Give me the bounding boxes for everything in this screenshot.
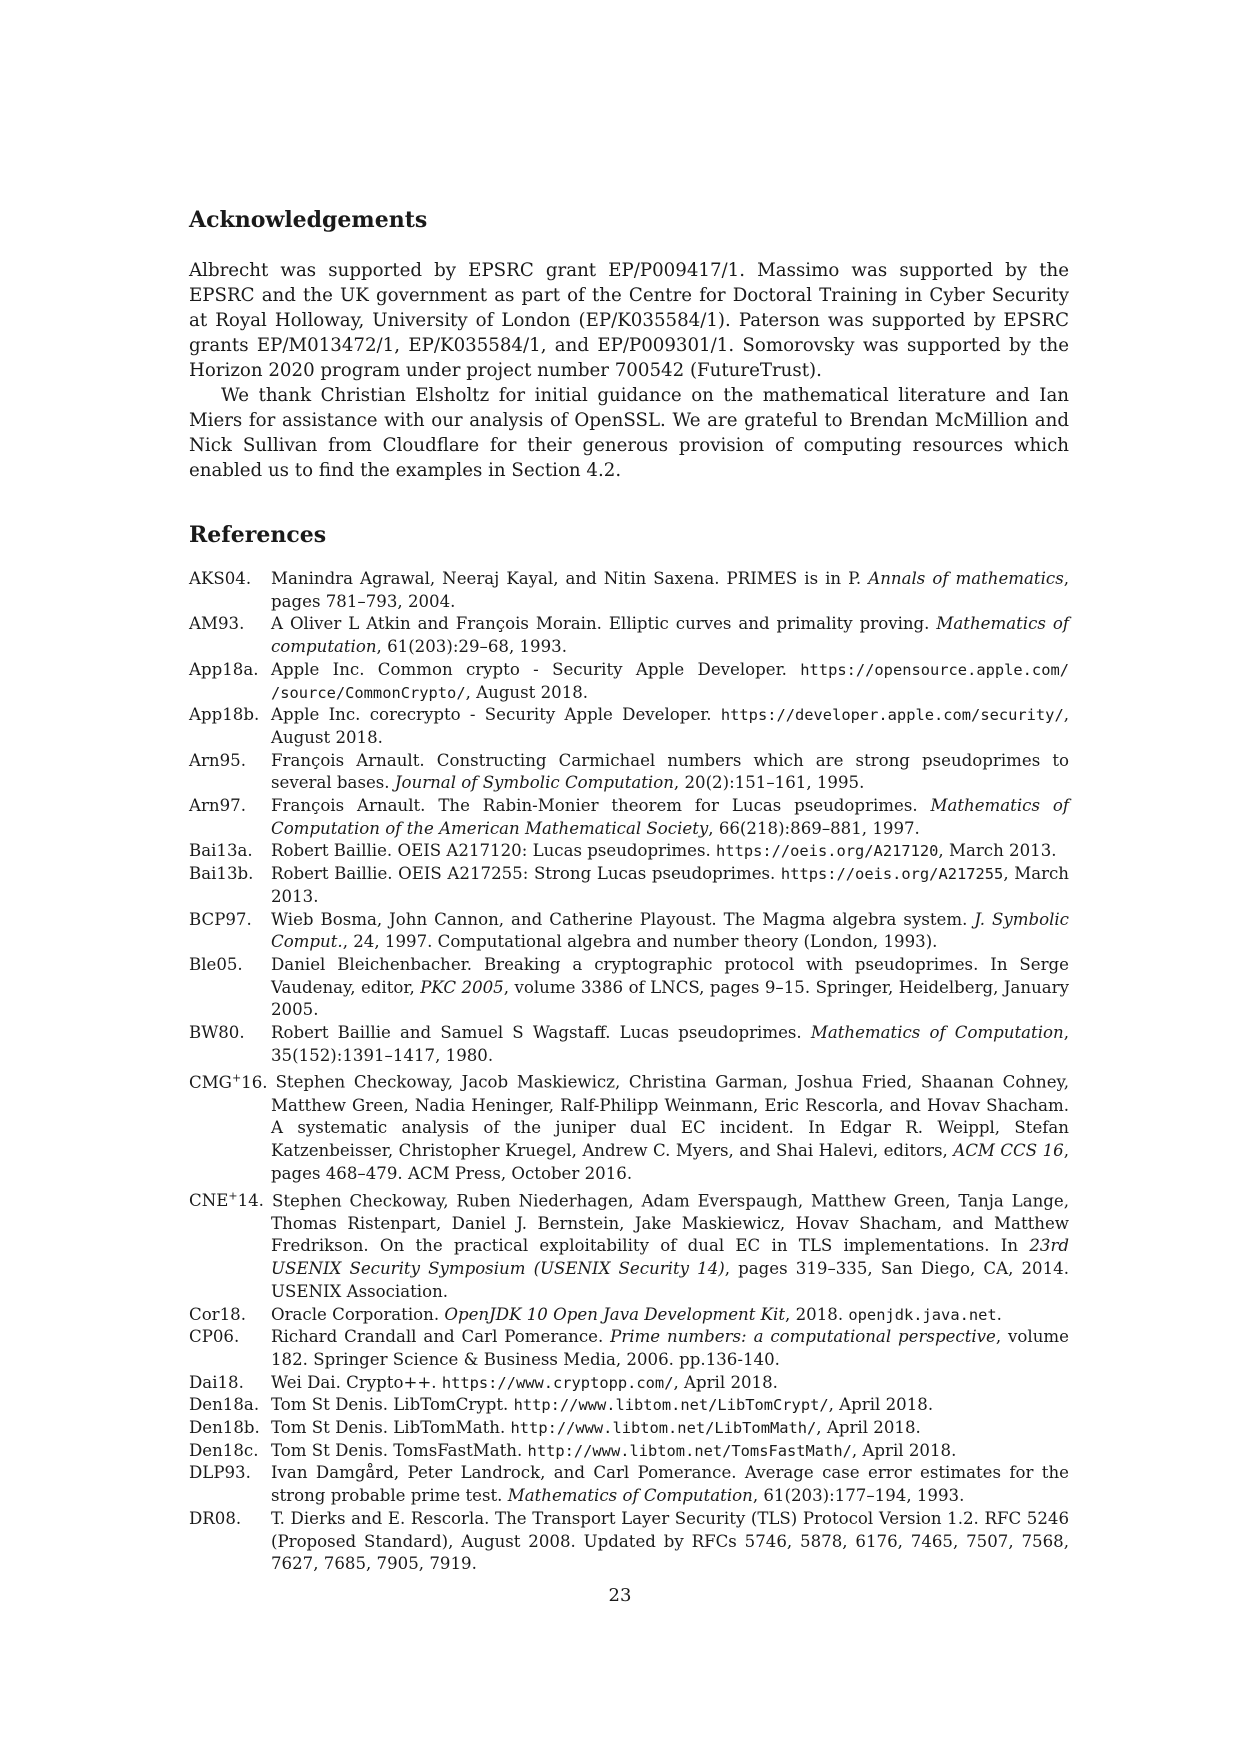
reference-url: http://www.libtom.net/LibTomCrypt/ (513, 1396, 829, 1415)
reference-text-part: , volume 182. Springer Science & Business Media, 2006. pp.136-140. (271, 1327, 1069, 1369)
reference-entry (189, 1508, 1069, 1576)
reference-text (271, 659, 1069, 704)
reference-entry (189, 613, 1069, 658)
reference-key: DLP93. (189, 1463, 251, 1483)
reference-key: Ble05. (189, 954, 243, 974)
acknowledgements-body (189, 258, 1069, 483)
reference-url: http://www.libtom.net/TomsFastMath/ (527, 1441, 852, 1460)
reference-entry (189, 1417, 1069, 1440)
reference-text-part: Wei Dai. Crypto++. (271, 1372, 442, 1392)
reference-text-part: Robert Baillie. OEIS A217120: Lucas pseudoprimes. (271, 841, 717, 861)
reference-entry (189, 1372, 1069, 1395)
reference-entry (189, 795, 1069, 840)
reference-text (271, 954, 1069, 1022)
reference-text (271, 750, 1069, 795)
reference-text (271, 1508, 1069, 1576)
reference-text-part: , April 2018. (851, 1440, 957, 1460)
reference-key: App18a. (189, 659, 259, 679)
reference-key: Den18a. (189, 1395, 260, 1415)
acknowledgements-heading: Acknowledgements (189, 207, 428, 233)
reference-text-part: François Arnault. The Rabin-Monier theorem for Lucas pseudoprimes. (271, 796, 931, 816)
reference-text-part: , August 2018. (271, 705, 1069, 747)
reference-list (189, 568, 1069, 1576)
reference-text-part: , 61(203):177–194, 1993. (752, 1486, 965, 1506)
reference-key: BCP97. (189, 909, 252, 929)
reference-entry (189, 1067, 1069, 1185)
reference-url: https://opensource.apple.com/ /source/CommonCrypto/ (271, 660, 1069, 702)
reference-url: https://oeis.org/A217255 (780, 865, 1004, 884)
reference-text-part: Manindra Agrawal, Neeraj Kayal, and Nitin Saxena. PRIMES is in P. (271, 569, 869, 588)
reference-text-part: Daniel Bleichenbacher. Breaking a cryptographic protocol with pseudoprimes. In Serge Vaudenay, editor, (271, 954, 1069, 997)
reference-entry (189, 750, 1069, 795)
reference-text-part: Tom St Denis. LibTomCrypt. (271, 1395, 514, 1415)
reference-key: Arn95. (189, 750, 246, 770)
reference-venue: Mathematics of Computation (810, 1023, 1064, 1043)
reference-text-part: , April 2018. (816, 1418, 921, 1438)
reference-url: https://www.cryptopp.com/ (441, 1373, 674, 1392)
reference-key: CP06. (189, 1327, 240, 1347)
reference-text-part: Apple Inc. Common crypto - Security Apple Developer. (271, 659, 801, 679)
reference-venue: J. Symbolic Comput. (271, 909, 1069, 952)
reference-text-part: Tom St Denis. TomsFastMath. (271, 1440, 528, 1460)
reference-text (271, 1326, 1069, 1371)
reference-key: Den18b. (189, 1418, 260, 1438)
reference-text-part: , pages 319–335, San Diego, CA, 2014. USENIX Association. (271, 1259, 1069, 1301)
reference-entry (189, 1304, 1069, 1327)
reference-text-part: , August 2018. (465, 682, 589, 702)
reference-entry (189, 1022, 1069, 1067)
reference-text (271, 1440, 1069, 1463)
reference-text (271, 613, 1069, 658)
reference-entry (189, 840, 1069, 863)
reference-key: Cor18. (189, 1304, 247, 1324)
reference-entry (189, 1394, 1069, 1417)
reference-entry (189, 704, 1069, 749)
reference-key: Den18c. (189, 1440, 259, 1460)
reference-entry (189, 1326, 1069, 1371)
references-heading: References (189, 522, 327, 548)
reference-text-part: Tom St Denis. LibTomMath. (271, 1418, 511, 1438)
reference-text-part: , 20(2):151–161, 1995. (673, 773, 865, 793)
reference-entry (189, 954, 1069, 1022)
reference-text (271, 1304, 1069, 1327)
reference-entry (189, 1186, 1069, 1304)
reference-text-part: , April 2018. (673, 1372, 778, 1392)
reference-entry (189, 863, 1069, 908)
reference-venue: Mathematics of computation (271, 614, 1069, 657)
reference-text-part: Oracle Corporation. (271, 1304, 445, 1324)
reference-key: Dai18. (189, 1372, 244, 1392)
reference-key: CNE+14. (189, 1189, 264, 1211)
reference-venue: ACM CCS 16 (953, 1141, 1064, 1161)
reference-text-part: , April 2018. (828, 1395, 934, 1415)
reference-text (271, 909, 1069, 954)
reference-entry (189, 568, 1069, 613)
reference-key: AKS04. (189, 569, 252, 588)
reference-text-part: Apple Inc. corecrypto - Security Apple Developer. (271, 705, 721, 725)
reference-text-part: , volume 3386 of LNCS, pages 9–15. Springer, Heidelberg, January 2005. (271, 977, 1069, 1020)
reference-venue: Journal of Symbolic Computation (394, 773, 674, 793)
reference-text (271, 1022, 1069, 1067)
reference-text-part: Stephen Checkoway, Jacob Maskiewicz, Christina Garman, Joshua Fried, Shaanan Cohney, Matthew Green, Nadia Heninger, Ralf-Philipp Weinmann, Eric Rescorla, and Hovav Shacham. A systematic analysis of the juniper dual EC incident. In Edgar R. Weippl, Stefan Katzenbeisser, Christopher Kruegel, Andrew C. Myers, and Shai Halevi, editors, (271, 1073, 1069, 1161)
reference-text (271, 704, 1069, 749)
reference-text-part: , 24, 1997. Computational algebra and number theory (London, 1993). (342, 932, 938, 952)
reference-text (271, 1372, 1069, 1395)
reference-text (271, 795, 1069, 840)
acknowledgements-paragraph: We thank Christian Elsholtz for initial guidance on the mathematical literature and Ian Miers for assistance with our analysis of OpenSSL. We are grateful to Brendan McMillion and Nick Sullivan from Cloudflare for their generous provision of computing resources which enabled us to find the examples in Section 4.2. (189, 385, 1069, 481)
reference-text-part: , March 2013. (271, 864, 1069, 906)
reference-text-part: . (996, 1304, 1002, 1324)
reference-key: Arn97. (189, 796, 246, 816)
reference-entry (189, 1462, 1069, 1507)
reference-text (271, 1191, 1069, 1301)
reference-text (271, 568, 1069, 613)
reference-text (271, 840, 1069, 863)
reference-entry (189, 909, 1069, 954)
reference-text-part: Robert Baillie. OEIS A217255: Strong Lucas pseudoprimes. (271, 864, 781, 884)
reference-venue: OpenJDK 10 Open Java Development Kit (444, 1304, 786, 1324)
reference-text (271, 1394, 1069, 1417)
acknowledgements-paragraph: Albrecht was supported by EPSRC grant EP/P009417/1. Massimo was supported by the EPSRC and the UK government as part of the Centre for Doctoral Training in Cyber Security at Royal Holloway, University of London (EP/K035584/1). Paterson was supported by EPSRC grants EP/M013472/1, EP/K035584/1, and EP/P009301/1. Somorovsky was supported by the Horizon 2020 program under project number 700542 (FutureTrust). (189, 260, 1069, 381)
reference-venue: Annals of mathematics (868, 569, 1064, 588)
reference-venue: Prime numbers: a computational perspective (610, 1327, 996, 1347)
reference-text-part: A Oliver L Atkin and François Morain. Elliptic curves and primality proving. (271, 614, 937, 634)
reference-text (271, 863, 1069, 908)
reference-url: openjdk.java.net (848, 1305, 997, 1324)
reference-key: AM93. (189, 614, 245, 634)
reference-text-part: Wieb Bosma, John Cannon, and Catherine Playoust. The Magma algebra system. (271, 909, 975, 929)
reference-text (271, 1417, 1069, 1440)
reference-text-part: , 66(218):869–881, 1997. (708, 818, 920, 838)
reference-text-part: Stephen Checkoway, Ruben Niederhagen, Adam Everspaugh, Matthew Green, Tanja Lange, Thomas Ristenpart, Daniel J. Bernstein, Jake Maskiewicz, Hovav Shacham, and Matthew Fredrikson. On the practical exploitability of dual EC in TLS implementations. In (271, 1191, 1069, 1256)
reference-entry (189, 659, 1069, 704)
reference-text-part: , pages 781–793, 2004. (271, 569, 1069, 611)
reference-url: https://oeis.org/A217120 (716, 842, 939, 861)
reference-key: App18b. (189, 705, 260, 725)
reference-text (271, 1462, 1069, 1507)
reference-url: https://developer.apple.com/security/ (720, 706, 1064, 725)
reference-text (271, 1073, 1069, 1183)
reference-text-part: , pages 468–479. ACM Press, October 2016. (271, 1141, 1069, 1183)
page-number: 23 (608, 1585, 632, 1606)
reference-text-part: Richard Crandall and Carl Pomerance. (271, 1327, 611, 1347)
reference-venue: PKC 2005 (420, 977, 504, 997)
reference-text-part: T. Dierks and E. Rescorla. The Transport Layer Security (TLS) Protocol Version 1.2. RFC 5246 (Proposed Standard), August 2008. Updated by RFCs 5746, 5878, 6176, 7465, 7507, 7568, 7627, 7685, 7905, 7919. (271, 1508, 1069, 1574)
reference-venue: Mathematics of Computation (507, 1486, 753, 1506)
reference-text-part: Robert Baillie and Samuel S Wagstaff. Lucas pseudoprimes. (271, 1023, 811, 1043)
reference-text-part: François Arnault. Constructing Carmichael numbers which are strong pseudoprimes to several bases. (271, 750, 1069, 793)
reference-text-part: , March 2013. (938, 841, 1057, 861)
reference-text-part: , 61(203):29–68, 1993. (376, 637, 568, 657)
reference-key: CMG+16. (189, 1071, 268, 1092)
reference-url: http://www.libtom.net/LibTomMath/ (510, 1419, 817, 1438)
reference-key: DR08. (189, 1508, 242, 1528)
reference-key: Bai13a. (189, 841, 253, 861)
reference-text-part: , 35(152):1391–1417, 1980. (271, 1023, 1069, 1065)
reference-key: Bai13b. (189, 864, 254, 884)
reference-entry (189, 1440, 1069, 1463)
reference-text-part: Ivan Damgård, Peter Landrock, and Carl Pomerance. Average case error estimates for the strong probable prime test. (271, 1463, 1069, 1506)
reference-text-part: , 2018. (785, 1304, 849, 1324)
reference-venue: Mathematics of Computation of the American Mathematical Society (271, 796, 1069, 838)
reference-key: BW80. (189, 1023, 245, 1043)
reference-venue: 23rd USENIX Security Symposium (USENIX Security 14) (271, 1236, 1069, 1279)
